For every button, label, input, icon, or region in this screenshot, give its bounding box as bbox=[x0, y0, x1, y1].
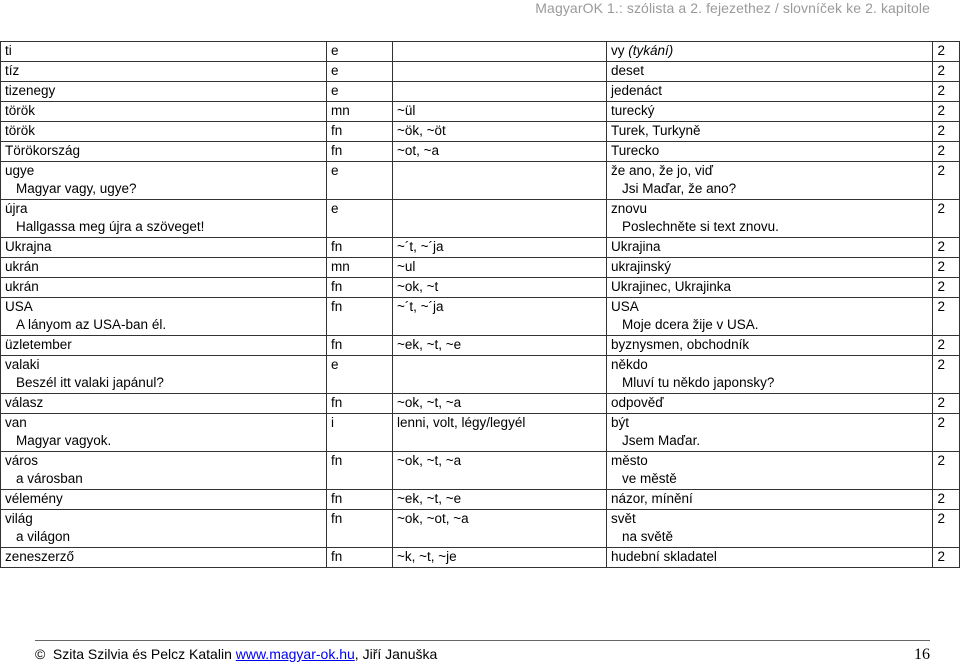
czech-translation: hudební skladatel bbox=[611, 549, 717, 564]
part-of-speech-cell bbox=[327, 510, 393, 548]
hungarian-word: üzletember bbox=[5, 337, 72, 352]
table-row bbox=[1, 62, 960, 82]
part-of-speech: e bbox=[331, 83, 339, 98]
part-of-speech: mn bbox=[331, 259, 350, 274]
part-of-speech: e bbox=[331, 357, 339, 372]
vocabulary-table-body bbox=[1, 42, 960, 568]
part-of-speech-cell bbox=[327, 336, 393, 356]
hungarian-word-cell bbox=[1, 510, 327, 548]
hungarian-word: török bbox=[5, 103, 36, 118]
word-forms: ~´t, ~´ja bbox=[397, 299, 444, 314]
vocabulary-table bbox=[0, 41, 960, 568]
part-of-speech-cell bbox=[327, 258, 393, 278]
table-row bbox=[1, 238, 960, 258]
chapter-number-cell bbox=[933, 142, 960, 162]
part-of-speech: fn bbox=[331, 143, 343, 158]
hungarian-word-cell bbox=[1, 278, 327, 298]
chapter-number-cell bbox=[933, 200, 960, 238]
part-of-speech: fn bbox=[331, 337, 343, 352]
czech-translation: USA bbox=[611, 299, 639, 314]
hungarian-word: ugye bbox=[5, 163, 35, 178]
part-of-speech-cell bbox=[327, 122, 393, 142]
word-forms: lenni, volt, légy/legyél bbox=[397, 415, 526, 430]
word-forms: ~ok, ~t, ~a bbox=[397, 395, 462, 410]
part-of-speech-cell bbox=[327, 298, 393, 336]
part-of-speech: fn bbox=[331, 511, 343, 526]
word-forms-cell bbox=[393, 238, 607, 258]
part-of-speech-cell bbox=[327, 238, 393, 258]
table-row bbox=[1, 394, 960, 414]
part-of-speech-cell bbox=[327, 62, 393, 82]
part-of-speech: fn bbox=[331, 453, 343, 468]
czech-translation-cell bbox=[607, 548, 933, 568]
table-row bbox=[1, 510, 960, 548]
chapter-number: 2 bbox=[937, 43, 945, 58]
word-forms: ~ül bbox=[397, 103, 416, 118]
hungarian-word-cell bbox=[1, 122, 327, 142]
part-of-speech: fn bbox=[331, 123, 343, 138]
part-of-speech: fn bbox=[331, 299, 343, 314]
website-link[interactable]: www.magyar-ok.hu bbox=[235, 646, 355, 662]
czech-translation-cell bbox=[607, 200, 933, 238]
table-row bbox=[1, 356, 960, 394]
hungarian-word: válasz bbox=[5, 395, 44, 410]
hungarian-word-cell bbox=[1, 356, 327, 394]
czech-translation: Turek, Turkyně bbox=[611, 123, 701, 138]
czech-translation-cell bbox=[607, 102, 933, 122]
czech-translation-cell bbox=[607, 278, 933, 298]
copyright-icon: © bbox=[35, 646, 46, 662]
chapter-number-cell bbox=[933, 42, 960, 62]
czech-translation: deset bbox=[611, 63, 645, 78]
chapter-number: 2 bbox=[937, 123, 945, 138]
hungarian-word-cell bbox=[1, 414, 327, 452]
czech-translation-cell bbox=[607, 414, 933, 452]
word-forms-cell bbox=[393, 278, 607, 298]
czech-translation: názor, mínění bbox=[611, 491, 693, 506]
chapter-number: 2 bbox=[937, 337, 945, 352]
hungarian-word-cell bbox=[1, 102, 327, 122]
hungarian-word-cell bbox=[1, 258, 327, 278]
part-of-speech-cell bbox=[327, 102, 393, 122]
czech-translation-cell bbox=[607, 510, 933, 548]
hungarian-example: Beszél itt valaki japánul? bbox=[16, 375, 164, 390]
chapter-number-cell bbox=[933, 102, 960, 122]
hungarian-example: a világon bbox=[16, 529, 71, 544]
word-forms-cell bbox=[393, 162, 607, 200]
chapter-number-cell bbox=[933, 62, 960, 82]
chapter-number: 2 bbox=[937, 453, 945, 468]
chapter-number: 2 bbox=[937, 279, 945, 294]
hungarian-word: város bbox=[5, 453, 39, 468]
word-forms-cell bbox=[393, 42, 607, 62]
chapter-number-cell bbox=[933, 394, 960, 414]
czech-translation-cell bbox=[607, 336, 933, 356]
czech-example: Jsem Maďar. bbox=[622, 433, 701, 448]
part-of-speech: fn bbox=[331, 239, 343, 254]
hungarian-word-cell bbox=[1, 200, 327, 238]
word-forms-cell bbox=[393, 122, 607, 142]
czech-example: ve městě bbox=[622, 471, 677, 486]
chapter-number: 2 bbox=[937, 395, 945, 410]
czech-translation: Ukrajina bbox=[611, 239, 661, 254]
hungarian-word-cell bbox=[1, 62, 327, 82]
word-forms: ~ul bbox=[397, 259, 416, 274]
word-forms-cell bbox=[393, 452, 607, 490]
table-row bbox=[1, 278, 960, 298]
czech-example: na světě bbox=[622, 529, 674, 544]
chapter-number: 2 bbox=[937, 415, 945, 430]
hungarian-word-cell bbox=[1, 238, 327, 258]
hungarian-word: ukrán bbox=[5, 259, 39, 274]
hungarian-example: Hallgassa meg újra a szöveget! bbox=[16, 219, 205, 234]
hungarian-word-cell bbox=[1, 548, 327, 568]
hungarian-example: a városban bbox=[16, 471, 83, 486]
czech-translation: město bbox=[611, 453, 648, 468]
czech-translation-cell bbox=[607, 394, 933, 414]
czech-translation-cell bbox=[607, 162, 933, 200]
chapter-number-cell bbox=[933, 452, 960, 490]
chapter-number: 2 bbox=[937, 357, 945, 372]
czech-translation: ukrajinský bbox=[611, 259, 672, 274]
part-of-speech-cell bbox=[327, 278, 393, 298]
part-of-speech: mn bbox=[331, 103, 350, 118]
czech-translation-cell bbox=[607, 142, 933, 162]
chapter-number: 2 bbox=[937, 491, 945, 506]
chapter-number: 2 bbox=[937, 511, 945, 526]
czech-translation: Ukrajinec, Ukrajinka bbox=[611, 279, 732, 294]
hungarian-word-cell bbox=[1, 82, 327, 102]
hungarian-word-cell bbox=[1, 162, 327, 200]
hungarian-word: tizenegy bbox=[5, 83, 56, 98]
word-forms: ~ek, ~t, ~e bbox=[397, 491, 462, 506]
footer-divider bbox=[35, 640, 930, 641]
footer-credits bbox=[35, 646, 437, 664]
table-row bbox=[1, 298, 960, 336]
part-of-speech-cell bbox=[327, 490, 393, 510]
czech-translation-cell bbox=[607, 42, 933, 62]
chapter-number-cell bbox=[933, 122, 960, 142]
hungarian-word: ti bbox=[5, 43, 12, 58]
part-of-speech: i bbox=[331, 415, 334, 430]
czech-example: Poslechněte si text znovu. bbox=[622, 219, 779, 234]
word-forms: ~k, ~t, ~je bbox=[397, 549, 457, 564]
hungarian-example: A lányom az USA-ban él. bbox=[16, 317, 167, 332]
footer-authors: Szita Szilvia és Pelcz Katalin bbox=[49, 646, 236, 662]
hungarian-word: Ukrajna bbox=[5, 239, 52, 254]
table-row bbox=[1, 258, 960, 278]
table-row bbox=[1, 102, 960, 122]
chapter-number-cell bbox=[933, 162, 960, 200]
part-of-speech-cell bbox=[327, 82, 393, 102]
hungarian-word-cell bbox=[1, 336, 327, 356]
hungarian-word: újra bbox=[5, 201, 28, 216]
hungarian-word: Törökország bbox=[5, 143, 81, 158]
footer-separator: , bbox=[354, 646, 363, 662]
part-of-speech-cell bbox=[327, 414, 393, 452]
part-of-speech: fn bbox=[331, 395, 343, 410]
czech-example: Mluví tu někdo japonsky? bbox=[622, 375, 775, 390]
part-of-speech: e bbox=[331, 163, 339, 178]
word-forms-cell bbox=[393, 258, 607, 278]
czech-example: Moje dcera žije v USA. bbox=[622, 317, 759, 332]
chapter-number: 2 bbox=[937, 239, 945, 254]
word-forms-cell bbox=[393, 200, 607, 238]
part-of-speech-cell bbox=[327, 142, 393, 162]
table-row bbox=[1, 142, 960, 162]
czech-translation-cell bbox=[607, 356, 933, 394]
chapter-number-cell bbox=[933, 278, 960, 298]
word-forms-cell bbox=[393, 102, 607, 122]
hungarian-word-cell bbox=[1, 394, 327, 414]
hungarian-word: valaki bbox=[5, 357, 40, 372]
word-forms-cell bbox=[393, 414, 607, 452]
part-of-speech: e bbox=[331, 201, 339, 216]
hungarian-word-cell bbox=[1, 42, 327, 62]
word-forms-cell bbox=[393, 82, 607, 102]
table-row bbox=[1, 42, 960, 62]
word-forms-cell bbox=[393, 336, 607, 356]
table-row bbox=[1, 490, 960, 510]
table-row bbox=[1, 336, 960, 356]
footer-translator: Jiří Januška bbox=[362, 646, 438, 662]
czech-translation: někdo bbox=[611, 357, 648, 372]
chapter-number: 2 bbox=[937, 143, 945, 158]
hungarian-word: vélemény bbox=[5, 491, 63, 506]
czech-translation-cell bbox=[607, 238, 933, 258]
czech-translation: turecký bbox=[611, 103, 655, 118]
chapter-number: 2 bbox=[937, 63, 945, 78]
chapter-number: 2 bbox=[937, 201, 945, 216]
table-row bbox=[1, 82, 960, 102]
word-forms: ~ok, ~t bbox=[397, 279, 439, 294]
hungarian-word: USA bbox=[5, 299, 33, 314]
chapter-number-cell bbox=[933, 414, 960, 452]
czech-translation-cell bbox=[607, 122, 933, 142]
chapter-number-cell bbox=[933, 548, 960, 568]
part-of-speech: fn bbox=[331, 491, 343, 506]
word-forms-cell bbox=[393, 394, 607, 414]
czech-translation-note: (tykání) bbox=[628, 43, 674, 58]
chapter-number-cell bbox=[933, 238, 960, 258]
hungarian-word: tíz bbox=[5, 63, 20, 78]
page-number: 16 bbox=[914, 646, 930, 663]
part-of-speech-cell bbox=[327, 356, 393, 394]
czech-translation: jedenáct bbox=[611, 83, 663, 98]
czech-translation-cell bbox=[607, 490, 933, 510]
word-forms-cell bbox=[393, 62, 607, 82]
czech-translation-cell bbox=[607, 82, 933, 102]
word-forms: ~ok, ~t, ~a bbox=[397, 453, 462, 468]
table-row bbox=[1, 414, 960, 452]
chapter-number-cell bbox=[933, 336, 960, 356]
hungarian-word: világ bbox=[5, 511, 33, 526]
word-forms-cell bbox=[393, 490, 607, 510]
table-row bbox=[1, 548, 960, 568]
word-forms: ~ök, ~öt bbox=[397, 123, 446, 138]
table-row bbox=[1, 452, 960, 490]
chapter-number-cell bbox=[933, 510, 960, 548]
chapter-number: 2 bbox=[937, 163, 945, 178]
hungarian-word-cell bbox=[1, 490, 327, 510]
hungarian-example: Magyar vagy, ugye? bbox=[16, 181, 137, 196]
part-of-speech-cell bbox=[327, 162, 393, 200]
czech-translation: znovu bbox=[611, 201, 648, 216]
chapter-number: 2 bbox=[937, 299, 945, 314]
word-forms: ~ek, ~t, ~e bbox=[397, 337, 462, 352]
hungarian-word: zeneszerző bbox=[5, 549, 75, 564]
part-of-speech: e bbox=[331, 63, 339, 78]
chapter-number-cell bbox=[933, 490, 960, 510]
czech-translation: odpověď bbox=[611, 395, 664, 410]
hungarian-word: van bbox=[5, 415, 27, 430]
word-forms: ~´t, ~´ja bbox=[397, 239, 444, 254]
chapter-number: 2 bbox=[937, 549, 945, 564]
hungarian-word-cell bbox=[1, 298, 327, 336]
hungarian-word: török bbox=[5, 123, 36, 138]
chapter-number-cell bbox=[933, 258, 960, 278]
table-row bbox=[1, 162, 960, 200]
word-forms-cell bbox=[393, 142, 607, 162]
czech-translation-cell bbox=[607, 258, 933, 278]
word-forms-cell bbox=[393, 356, 607, 394]
table-row bbox=[1, 122, 960, 142]
word-forms: ~ot, ~a bbox=[397, 143, 440, 158]
czech-translation-cell bbox=[607, 452, 933, 490]
czech-translation: byznysmen, obchodník bbox=[611, 337, 750, 352]
czech-translation-cell bbox=[607, 298, 933, 336]
part-of-speech: fn bbox=[331, 549, 343, 564]
word-forms-cell bbox=[393, 510, 607, 548]
hungarian-word: ukrán bbox=[5, 279, 39, 294]
chapter-number-cell bbox=[933, 82, 960, 102]
czech-translation: že ano, že jo, viď bbox=[611, 163, 714, 178]
part-of-speech-cell bbox=[327, 548, 393, 568]
chapter-number: 2 bbox=[937, 103, 945, 118]
hungarian-word-cell bbox=[1, 142, 327, 162]
part-of-speech-cell bbox=[327, 42, 393, 62]
chapter-number-cell bbox=[933, 356, 960, 394]
czech-translation-cell bbox=[607, 62, 933, 82]
czech-translation: být bbox=[611, 415, 630, 430]
part-of-speech: e bbox=[331, 43, 339, 58]
chapter-number-cell bbox=[933, 298, 960, 336]
running-header-title: MagyarOK 1.: szólista a 2. fejezethez / slovníček ke 2. kapitole bbox=[535, 0, 930, 16]
part-of-speech: fn bbox=[331, 279, 343, 294]
word-forms-cell bbox=[393, 548, 607, 568]
czech-translation: svět bbox=[611, 511, 636, 526]
hungarian-example: Magyar vagyok. bbox=[16, 433, 112, 448]
part-of-speech-cell bbox=[327, 452, 393, 490]
chapter-number: 2 bbox=[937, 259, 945, 274]
word-forms: ~ok, ~ot, ~a bbox=[397, 511, 469, 526]
part-of-speech-cell bbox=[327, 394, 393, 414]
chapter-number: 2 bbox=[937, 83, 945, 98]
word-forms-cell bbox=[393, 298, 607, 336]
czech-translation: Turecko bbox=[611, 143, 660, 158]
part-of-speech-cell bbox=[327, 200, 393, 238]
czech-translation: vy bbox=[611, 43, 629, 58]
table-row bbox=[1, 200, 960, 238]
hungarian-word-cell bbox=[1, 452, 327, 490]
czech-example: Jsi Maďar, že ano? bbox=[622, 181, 737, 196]
